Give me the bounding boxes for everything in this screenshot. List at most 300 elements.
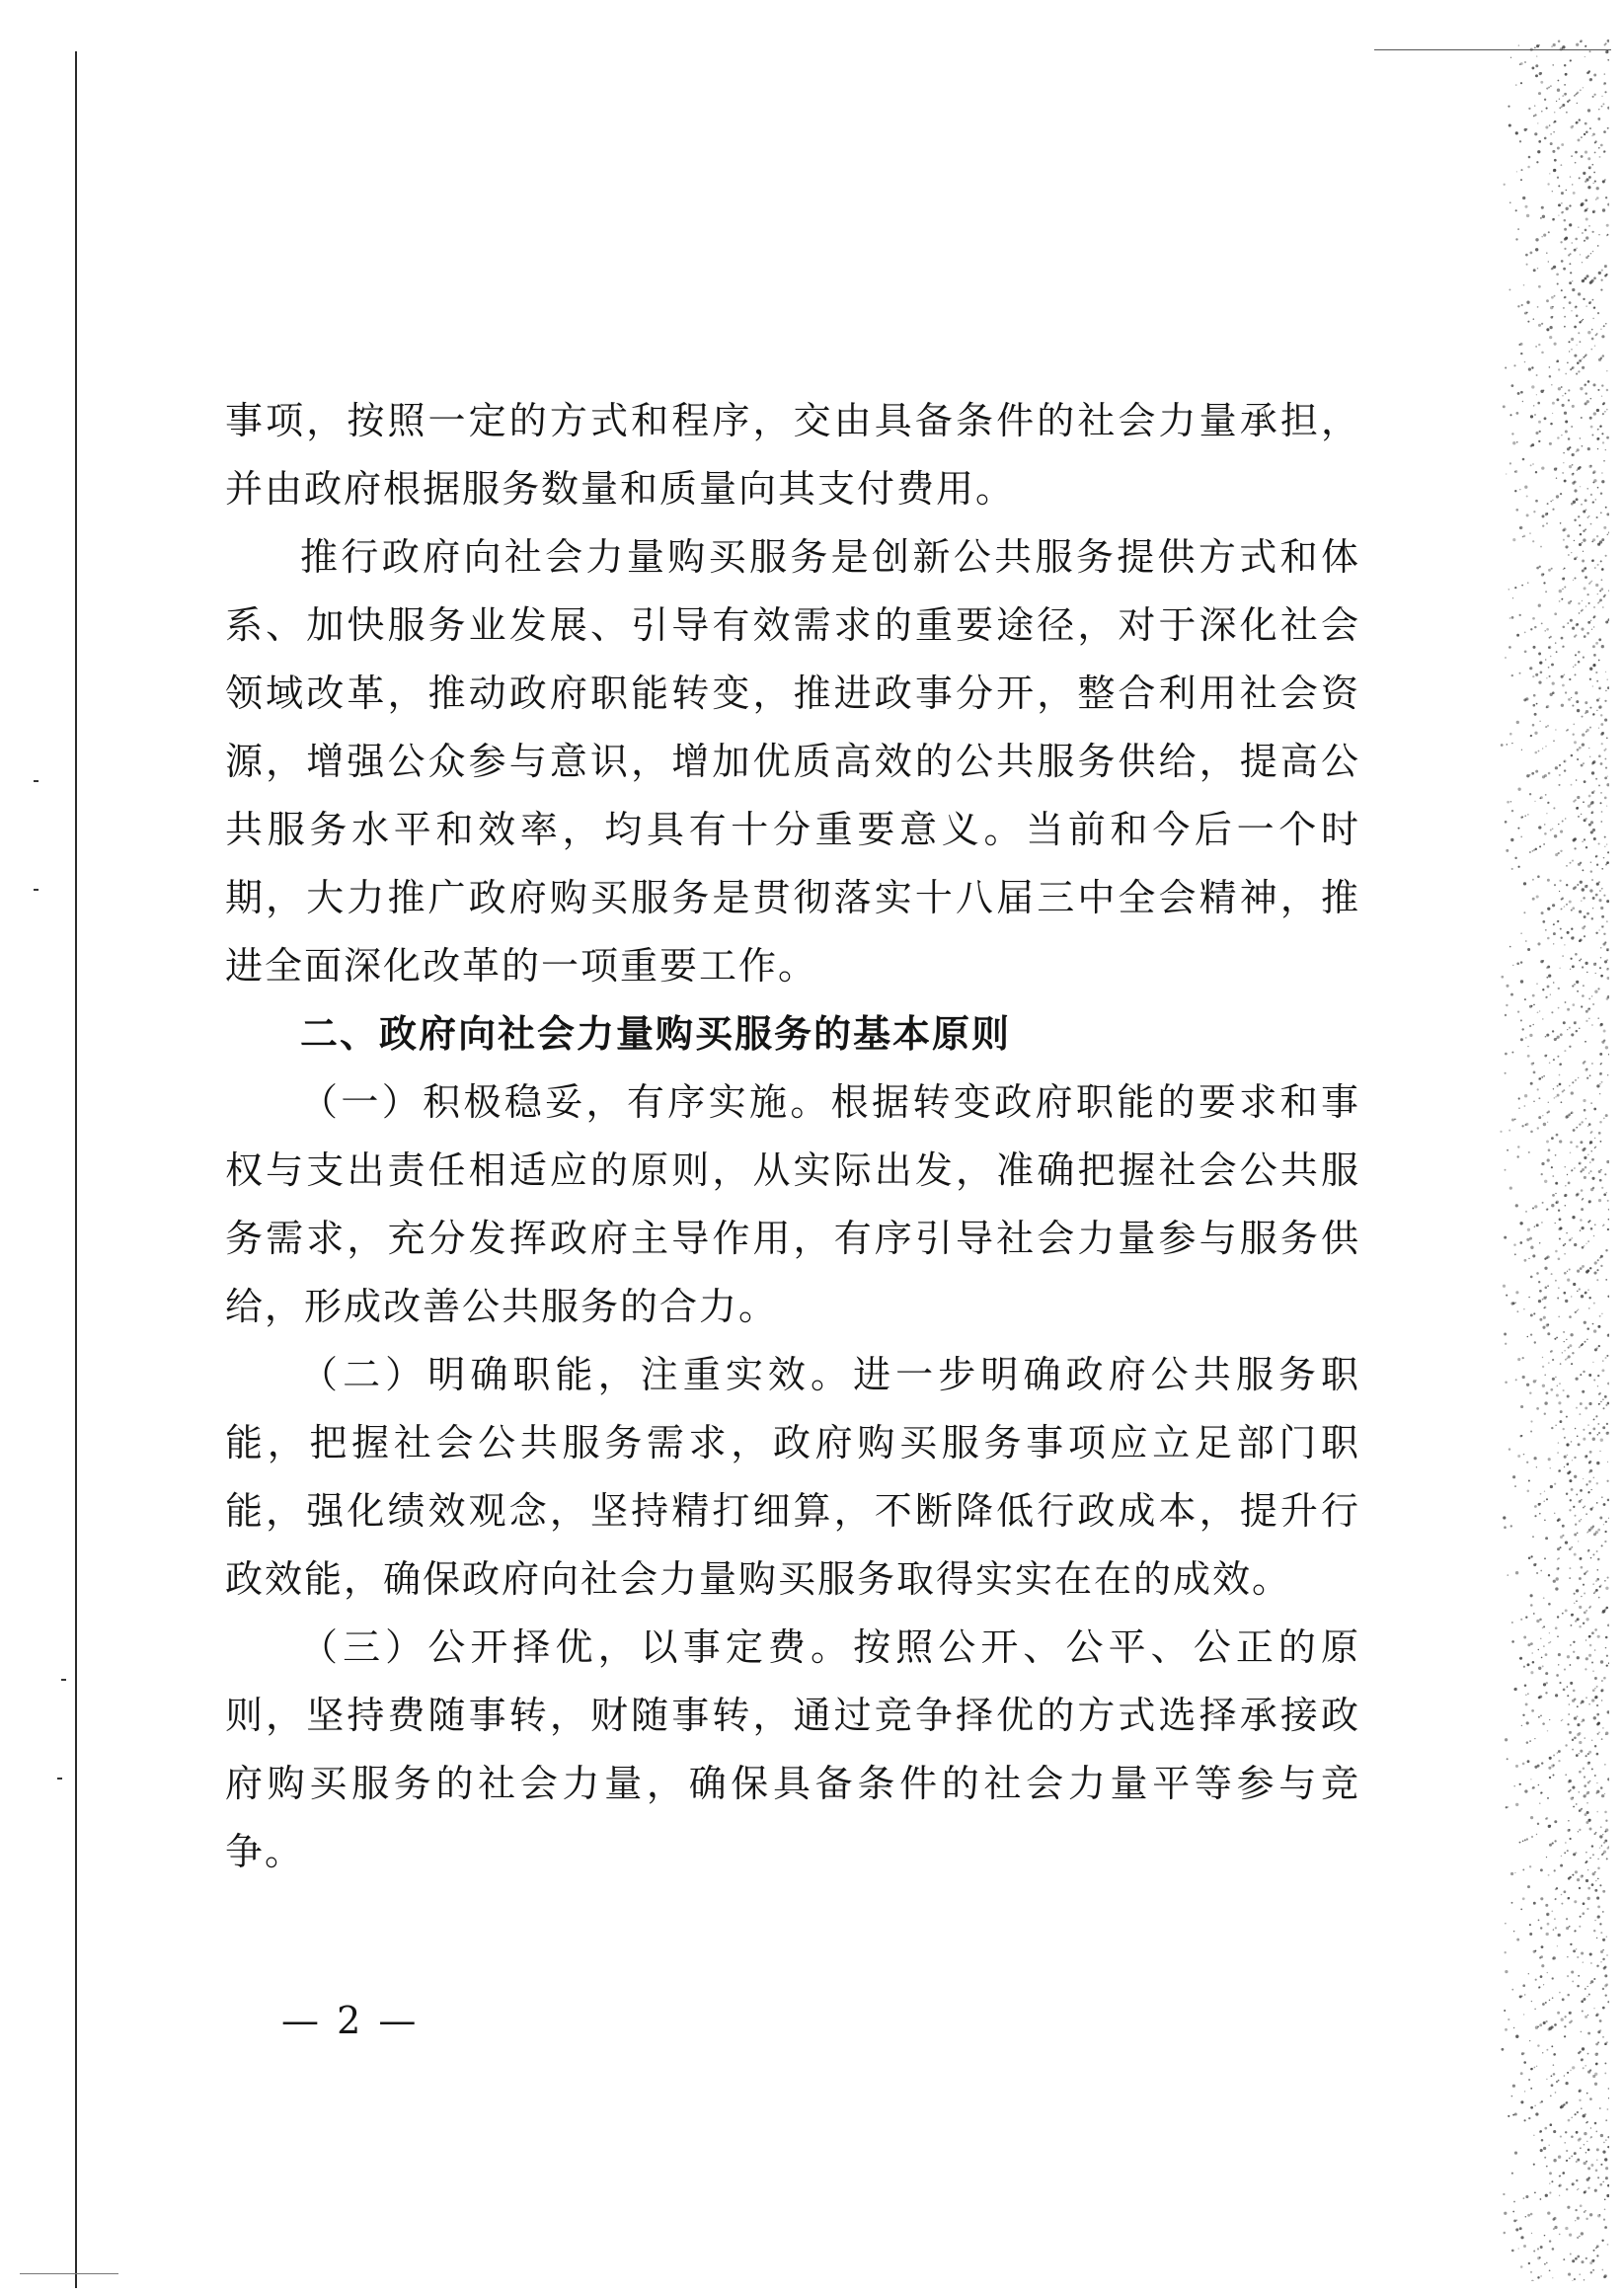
speckle-dot [1532, 994, 1535, 997]
speckle-dot [1563, 1389, 1565, 1391]
speckle-dot [1601, 975, 1603, 977]
speckle-dot [1540, 2246, 1543, 2249]
speckle-dot [1520, 1038, 1523, 1041]
speckle-dot [1592, 501, 1594, 503]
speckle-dot [1547, 1158, 1550, 1161]
speckle-dot [1599, 1072, 1602, 1075]
speckle-dot [1559, 891, 1560, 892]
speckle-dot [1568, 399, 1570, 401]
speckle-dot [1570, 958, 1572, 960]
speckle-dot [1596, 333, 1598, 335]
speckle-dot [1545, 659, 1547, 661]
speckle-dot [1567, 1723, 1569, 1725]
speckle-dot [1539, 721, 1540, 722]
speckle-dot [1589, 50, 1591, 52]
speckle-dot [1559, 1383, 1561, 1385]
speckle-dot [1570, 1141, 1573, 1144]
speckle-dot [1575, 673, 1577, 675]
speckle-dot [1579, 177, 1581, 179]
speckle-dot [1594, 345, 1596, 347]
speckle-dot [1601, 335, 1604, 338]
speckle-dot [1596, 197, 1599, 199]
speckle-dot [1592, 318, 1594, 320]
speckle-dot [1554, 1840, 1556, 1842]
speckle-dot [1595, 1832, 1597, 1834]
speckle-dot [1551, 1204, 1554, 1207]
speckle-dot [1593, 829, 1595, 831]
speckle-dot [1591, 917, 1593, 919]
speckle-dot [1605, 1732, 1608, 1735]
speckle-dot [1545, 794, 1547, 796]
speckle-dot [1511, 616, 1514, 619]
speckle-dot [1601, 579, 1603, 581]
speckle-dot [1521, 1995, 1523, 1997]
speckle-dot [1563, 268, 1566, 271]
speckle-dot [1538, 285, 1541, 288]
speckle-dot [1605, 323, 1607, 325]
speckle-dot [1594, 2073, 1597, 2076]
speckle-dot [1536, 1466, 1537, 1467]
speckle-dot [1517, 1010, 1519, 1012]
speckle-dot [1532, 675, 1534, 677]
speckle-dot [1552, 1359, 1554, 1361]
speckle-dot [1572, 1352, 1574, 1354]
speckle-dot [1573, 667, 1574, 668]
speckle-dot [1556, 273, 1559, 276]
speckle-dot [1602, 1398, 1604, 1400]
speckle-dot [1601, 645, 1604, 648]
speckle-dot [1595, 894, 1598, 897]
speckle-dot [1576, 1030, 1578, 1032]
speckle-dot [1547, 1255, 1550, 1258]
speckle-dot [1504, 1236, 1507, 1239]
speckle-dot [1576, 1493, 1578, 1495]
speckle-dot [1543, 1075, 1545, 1077]
speckle-dot [1575, 1515, 1577, 1517]
speckle-dot [1605, 507, 1607, 509]
speckle-dot [1540, 1791, 1542, 1793]
speckle-dot [1604, 797, 1607, 800]
speckle-dot [1524, 1105, 1526, 1107]
speckle-dot [1525, 1695, 1526, 1696]
speckle-dot [1593, 1380, 1595, 1382]
speckle-dot [1585, 1618, 1588, 1621]
speckle-dot [1580, 1489, 1583, 1492]
speckle-dot [1607, 534, 1608, 535]
speckle-dot [1570, 1838, 1572, 1840]
speckle-dot [1532, 898, 1535, 901]
speckle-dot [1548, 231, 1550, 233]
speckle-dot [1593, 1477, 1594, 1478]
speckle-dot [1527, 2214, 1530, 2217]
speckle-dot [1560, 831, 1563, 833]
speckle-dot [1585, 1657, 1588, 1660]
speckle-dot [1602, 2181, 1604, 2183]
speckle-dot [1562, 472, 1564, 474]
speckle-dot [1532, 1208, 1534, 1210]
speckle-dot [1561, 1903, 1563, 1905]
speckle-dot [1555, 1223, 1556, 1224]
speckle-dot [1585, 2016, 1587, 2018]
speckle-dot [1607, 2146, 1609, 2148]
speckle-dot [1602, 606, 1604, 608]
speckle-dot [1586, 1068, 1588, 1070]
speckle-dot [1561, 1856, 1562, 1857]
speckle-dot [1564, 1341, 1565, 1342]
speckle-dot [1533, 318, 1535, 320]
speckle-dot [1592, 908, 1593, 909]
speckle-dot [1571, 503, 1574, 506]
speckle-dot [1573, 838, 1576, 841]
speckle-dot [1555, 766, 1558, 769]
speckle-dot [1546, 1933, 1549, 1936]
speckle-dot [1606, 1655, 1608, 1657]
speckle-dot [1515, 2228, 1518, 2231]
speckle-dot [1576, 779, 1578, 781]
speckle-dot [1543, 1316, 1546, 1319]
speckle-dot [1544, 1413, 1546, 1415]
speckle-dot [1601, 269, 1603, 271]
speckle-dot [1587, 516, 1589, 518]
speckle-dot [1590, 253, 1591, 254]
speckle-dot [1551, 1011, 1553, 1013]
speckle-dot [1522, 1897, 1525, 1900]
speckle-dot [1564, 1669, 1566, 1671]
speckle-dot [1549, 2269, 1551, 2271]
speckle-dot [1580, 881, 1583, 884]
speckle-dot [1547, 1112, 1549, 1114]
speckle-dot [1605, 2139, 1607, 2141]
speckle-dot [1556, 101, 1557, 102]
speckle-dot [1590, 465, 1592, 467]
speckle-dot [1580, 254, 1581, 255]
speckle-dot [1531, 1836, 1533, 1838]
speckle-dot [1506, 473, 1507, 474]
speckle-dot [1587, 2053, 1589, 2055]
speckle-dot [1582, 1390, 1585, 1393]
speckle-dot [1602, 2151, 1605, 2154]
speckle-dot [1573, 1806, 1575, 1808]
speckle-dot [1552, 500, 1553, 501]
speckle-dot [1560, 241, 1562, 243]
speckle-dot [1572, 2259, 1575, 2262]
speckle-dot [1607, 686, 1609, 689]
speckle-dot [1553, 2159, 1556, 2162]
speckle-dot [1599, 890, 1601, 892]
speckle-dot [1571, 1091, 1574, 1094]
speckle-dot [1581, 716, 1583, 718]
speckle-dot [1522, 401, 1523, 402]
speckle-dot [1593, 2008, 1594, 2009]
speckle-dot [1531, 385, 1534, 388]
speckle-dot [1550, 501, 1551, 502]
speckle-dot [1536, 1407, 1539, 1410]
speckle-dot [1607, 2184, 1609, 2187]
speckle-dot [1531, 2001, 1532, 2002]
speckle-dot [1557, 436, 1560, 439]
speckle-dot [1585, 178, 1588, 181]
speckle-dot [1552, 1378, 1555, 1381]
speckle-dot [1554, 2226, 1557, 2229]
speckle-dot [1589, 756, 1590, 757]
speckle-dot [1548, 1603, 1551, 1606]
speckle-dot [1511, 743, 1512, 744]
speckle-dot [1533, 2164, 1535, 2166]
speckle-dot [1518, 344, 1520, 346]
speckle-dot [1569, 2233, 1572, 2236]
speckle-dot [1559, 1227, 1562, 1229]
speckle-dot [1593, 412, 1596, 415]
speckle-dot [1600, 947, 1602, 949]
margin-tick [61, 1679, 66, 1681]
speckle-dot [1554, 112, 1556, 114]
speckle-dot [1589, 2137, 1590, 2138]
speckle-dot [1551, 1273, 1553, 1275]
speckle-dot [1604, 960, 1607, 963]
speckle-dot [1530, 1671, 1533, 1674]
speckle-dot [1544, 1401, 1547, 1404]
speckle-dot [1527, 1643, 1530, 1646]
speckle-dot [1580, 1916, 1582, 1918]
speckle-dot [1525, 1211, 1527, 1213]
speckle-dot [1585, 1243, 1586, 1244]
speckle-dot [1594, 1745, 1596, 1747]
speckle-dot [1582, 994, 1585, 997]
speckle-dot [1601, 396, 1602, 397]
speckle-dot [1577, 2111, 1579, 2113]
speckle-dot [1574, 1457, 1576, 1459]
scan-noise-edge [1461, 40, 1609, 2281]
speckle-dot [1581, 1005, 1583, 1007]
speckle-dot [1591, 1024, 1593, 1026]
speckle-dot [1596, 2246, 1597, 2247]
speckle-dot [1597, 487, 1599, 489]
speckle-dot [1585, 199, 1587, 202]
speckle-dot [1599, 543, 1600, 544]
speckle-dot [1524, 1685, 1527, 1688]
speckle-dot [1546, 88, 1548, 90]
principle-1: （一）积极稳妥，有序实施。根据转变政府职能的要求和事权与支出责任相适应的原则，从实际出发，准确把握社会公共服务需求，充分发挥政府主导作用，有序引导社会力量参与服务供给，形成改善公共服务的合力。 [225, 1080, 1360, 1328]
speckle-dot [1602, 441, 1604, 443]
speckle-dot [1533, 1902, 1536, 1905]
speckle-dot [1603, 1677, 1606, 1680]
speckle-dot [1602, 355, 1605, 357]
speckle-dot [1560, 522, 1562, 524]
speckle-dot [1537, 875, 1540, 878]
speckle-dot [1572, 2182, 1575, 2185]
speckle-dot [1589, 678, 1591, 680]
speckle-dot [1561, 675, 1564, 678]
speckle-dot [1591, 1177, 1594, 1180]
speckle-dot [1601, 1187, 1603, 1189]
speckle-dot [1543, 1683, 1546, 1686]
speckle-dot [1570, 1499, 1572, 1501]
speckle-dot [1559, 1682, 1561, 1684]
speckle-dot [1594, 1138, 1595, 1139]
speckle-dot [1585, 1157, 1586, 1159]
speckle-dot [1576, 1600, 1578, 1602]
speckle-dot [1595, 2015, 1598, 2018]
speckle-dot [1585, 1861, 1586, 1863]
speckle-dot [1508, 2115, 1509, 2117]
speckle-dot [1544, 1557, 1546, 1559]
speckle-dot [1545, 929, 1547, 931]
speckle-dot [1539, 2023, 1542, 2026]
speckle-dot [1588, 997, 1590, 999]
speckle-dot [1537, 1127, 1539, 1129]
speckle-dot [1548, 1767, 1551, 1770]
speckle-dot [1522, 1868, 1524, 1870]
speckle-dot [1598, 234, 1599, 235]
speckle-dot [1564, 944, 1565, 945]
speckle-dot [1532, 879, 1534, 881]
speckle-dot [1602, 413, 1603, 414]
speckle-dot [1544, 2157, 1546, 2159]
speckle-dot [1547, 1285, 1549, 1287]
speckle-dot [1532, 1786, 1535, 1789]
speckle-dot [1586, 1570, 1588, 1572]
speckle-dot [1585, 1639, 1586, 1640]
speckle-dot [1524, 2119, 1526, 2121]
margin-tick [57, 1778, 62, 1780]
speckle-dot [1599, 1923, 1601, 1925]
speckle-dot [1570, 2070, 1572, 2072]
speckle-dot [1561, 937, 1563, 939]
speckle-dot [1542, 920, 1545, 923]
speckle-dot [1583, 657, 1585, 659]
speckle-dot [1572, 705, 1574, 707]
speckle-dot [1526, 774, 1529, 777]
speckle-dot [1583, 172, 1585, 175]
speckle-dot [1571, 1296, 1572, 1297]
speckle-dot [1587, 1240, 1588, 1241]
speckle-dot [1585, 1270, 1588, 1273]
speckle-dot [1560, 1421, 1561, 1422]
speckle-dot [1551, 296, 1554, 299]
speckle-dot [1519, 1783, 1521, 1785]
speckle-dot [1588, 1751, 1591, 1754]
speckle-dot [1538, 1920, 1540, 1922]
speckle-dot [1604, 1984, 1607, 1987]
speckle-dot [1567, 2206, 1570, 2209]
speckle-dot [1588, 176, 1591, 179]
speckle-dot [1603, 895, 1605, 897]
speckle-dot [1549, 442, 1552, 445]
speckle-dot [1551, 2084, 1554, 2087]
speckle-dot [1520, 2100, 1523, 2103]
speckle-dot [1581, 417, 1583, 419]
speckle-dot [1529, 532, 1530, 533]
speckle-dot [1580, 1750, 1583, 1753]
speckle-dot [1606, 737, 1608, 739]
speckle-dot [1579, 1771, 1582, 1774]
speckle-dot [1552, 1957, 1554, 1959]
speckle-dot [1585, 2210, 1586, 2212]
speckle-dot [1595, 1580, 1597, 1582]
speckle-dot [1592, 1323, 1594, 1325]
speckle-dot [1572, 1749, 1574, 1751]
speckle-dot [1592, 1689, 1595, 1692]
speckle-dot [1582, 1148, 1585, 1151]
speckle-dot [1582, 2010, 1584, 2012]
speckle-dot [1602, 1727, 1604, 1729]
speckle-dot [1546, 1141, 1549, 1144]
speckle-dot [1604, 2198, 1606, 2200]
speckle-dot [1540, 72, 1542, 74]
speckle-dot [1596, 1916, 1599, 1919]
speckle-dot [1544, 1501, 1545, 1502]
speckle-dot [1579, 747, 1582, 750]
speckle-dot [1569, 204, 1571, 206]
speckle-dot [1604, 594, 1606, 596]
speckle-dot [1590, 821, 1593, 824]
speckle-dot [1572, 966, 1573, 967]
speckle-dot [1516, 962, 1519, 965]
speckle-dot [1590, 1150, 1591, 1151]
speckle-dot [1576, 2179, 1578, 2181]
speckle-dot [1520, 2236, 1523, 2239]
speckle-dot [1576, 450, 1578, 452]
speckle-dot [1525, 1617, 1527, 1619]
speckle-dot [1567, 1455, 1569, 1457]
speckle-dot [1523, 1636, 1526, 1639]
speckle-dot [1512, 1475, 1515, 1478]
speckle-dot [1530, 1333, 1532, 1335]
speckle-dot [1607, 203, 1609, 206]
speckle-dot [1596, 680, 1598, 682]
speckle-dot [1529, 851, 1531, 853]
speckle-dot [1553, 1580, 1556, 1583]
speckle-dot [1569, 1046, 1571, 1048]
speckle-dot [1559, 590, 1562, 593]
speckle-dot [1587, 1986, 1588, 1987]
speckle-dot [1601, 384, 1603, 386]
speckle-dot [1585, 605, 1587, 607]
speckle-dot [1520, 169, 1522, 171]
speckle-dot [1606, 1355, 1608, 1357]
speckle-dot [1541, 623, 1543, 625]
speckle-dot [1548, 1874, 1550, 1876]
speckle-dot [1600, 1786, 1603, 1789]
speckle-dot [1547, 1797, 1549, 1799]
speckle-dot [1584, 780, 1586, 783]
speckle-dot [1524, 1094, 1527, 1097]
speckle-dot [1604, 1541, 1606, 1543]
speckle-dot [1514, 1253, 1516, 1255]
speckle-dot [1547, 802, 1549, 804]
speckle-dot [1564, 219, 1567, 222]
speckle-dot [1574, 1167, 1576, 1169]
speckle-dot [1601, 915, 1604, 918]
speckle-dot [1549, 1757, 1552, 1760]
speckle-dot [1584, 1593, 1585, 1595]
speckle-dot [1534, 801, 1535, 802]
speckle-dot [1567, 1975, 1569, 1977]
speckle-dot [1569, 1315, 1572, 1318]
speckle-dot [1562, 1352, 1563, 1353]
speckle-dot [1551, 568, 1553, 570]
speckle-dot [1595, 855, 1598, 858]
speckle-dot [1600, 588, 1603, 591]
speckle-dot [1565, 1842, 1566, 1843]
speckle-dot [1527, 582, 1528, 583]
speckle-dot [1534, 46, 1536, 48]
speckle-dot [1607, 1499, 1609, 1502]
speckle-dot [1555, 1202, 1557, 1204]
speckle-dot [1565, 431, 1568, 434]
speckle-dot [1536, 984, 1537, 985]
speckle-dot [1519, 1842, 1521, 1844]
